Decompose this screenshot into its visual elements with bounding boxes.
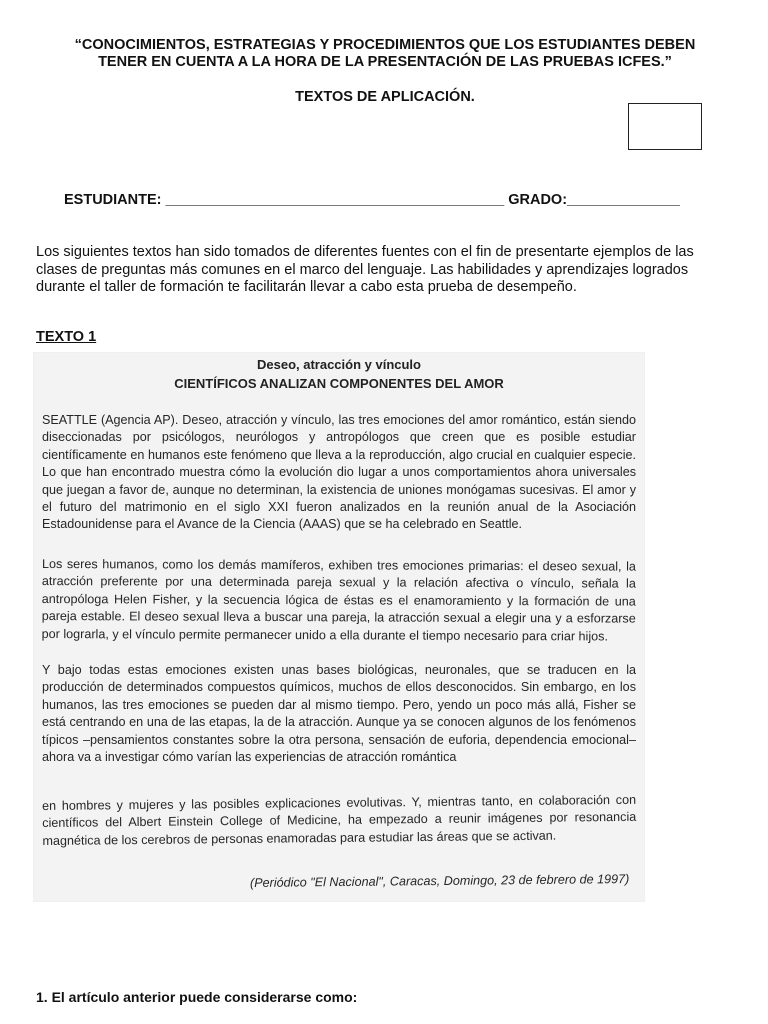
score-box [628,103,702,150]
article-paragraph: Y bajo todas estas emociones existen unas bases biológicas, neuronales, que se traducen en la producción de determinados compuestos químicos, muchos de ellos desconocidos. Sin embargo, en los humanos, las tres emociones se pueden dar al mismo tiempo. Pero, yendo un poco más allá, Fisher se está centrando en una de las etapas, la de la atracción. Aunque ya se conocen algunos de los fenómenos típicos –pensamientos constantes sobre la otra persona, sensación de euforia, dependencia emocional– ahora va a investigar cómo varían las experiencias de atracción romántica [42,663,636,765]
intro-paragraph: Los siguientes textos han sido tomados de diferentes fuentes con el fin de presentarte ejemplos de las clases de preguntas más comunes en el marco del lenguaje. Las habilidades y aprendizajes logrados durante el taller de formación te facilitarán llevar a cabo esta prueba de desempeño. [36,244,694,295]
question-1: 1. El artículo anterior puede considerarse como: [36,989,358,1005]
article-citation: (Periódico "El Nacional", Caracas, Domingo, 23 de febrero de 1997) [249,872,630,890]
document-title [40,37,730,71]
student-grade-line: ESTUDIANTE: __________________________________________ GRADO:______________ [64,192,680,208]
article-paragraph: en hombres y mujeres y las posibles explicaciones evolutivas. Y, mientras tanto, en colaboración con científicos del Albert Einstein College of Medicine, ha empezado a reunir imágenes por resonancia magnética de los cerebros de personas enamoradas para estudiar las áreas que se activan. [42,792,637,848]
article-paragraph: SEATTLE (Agencia AP). Deseo, atracción y vínculo, las tres emociones del amor romántico, están siendo diseccionadas por psicólogos, neurólogos y antropólogos que creen que es posible estudiar científicamente en humanos este fenómeno que lleva a la reproducción, algo crucial en cualquier especie. Lo que han encontrado muestra cómo la evolución dio lugar a unos comportamientos ahora universales que juegan a favor de, aunque no determinan, la existencia de uniones monógamas sucesivas. El amor y el futuro del matrimonio en el siglo XXI fueron analizados en la reunión anual de la Asociación Estadounidense para el Avance de la Ciencia (AAAS) que se ha celebrado en Seattle. [42,413,636,532]
document-title-line-1: “CONOCIMIENTOS, ESTRATEGIAS Y PROCEDIMIENTOS QUE LOS ESTUDIANTES DEBEN [74,37,696,53]
section-heading: TEXTO 1 [36,329,97,345]
article-title: Deseo, atracción y vínculo [256,357,421,372]
article-paragraph: Los seres humanos, como los demás mamíferos, exhiben tres emociones primarias: el deseo sexual, la atracción preferente por una determinada pareja sexual y la relación afectiva o vínculo, señala la antropóloga Helen Fisher, y la secuencia lógica de éstas es el enamoramiento y la formación de una pareja estable. El deseo sexual lleva a buscar una pareja, la atracción sexual a elegir una y a esforzarse por lograrla, y el vínculo permite permanecer unido a ella durante el tiempo necesario para criar hijos. [41,557,636,644]
document-title-line-2: TENER EN CUENTA A LA HORA DE LA PRESENTACIÓN DE LAS PRUEBAS ICFES.” [98,54,672,70]
article-subtitle: CIENTÍFICOS ANALIZAN COMPONENTES DEL AMOR [174,376,504,391]
document-subtitle: TEXTOS DE APLICACIÓN. [295,89,475,105]
